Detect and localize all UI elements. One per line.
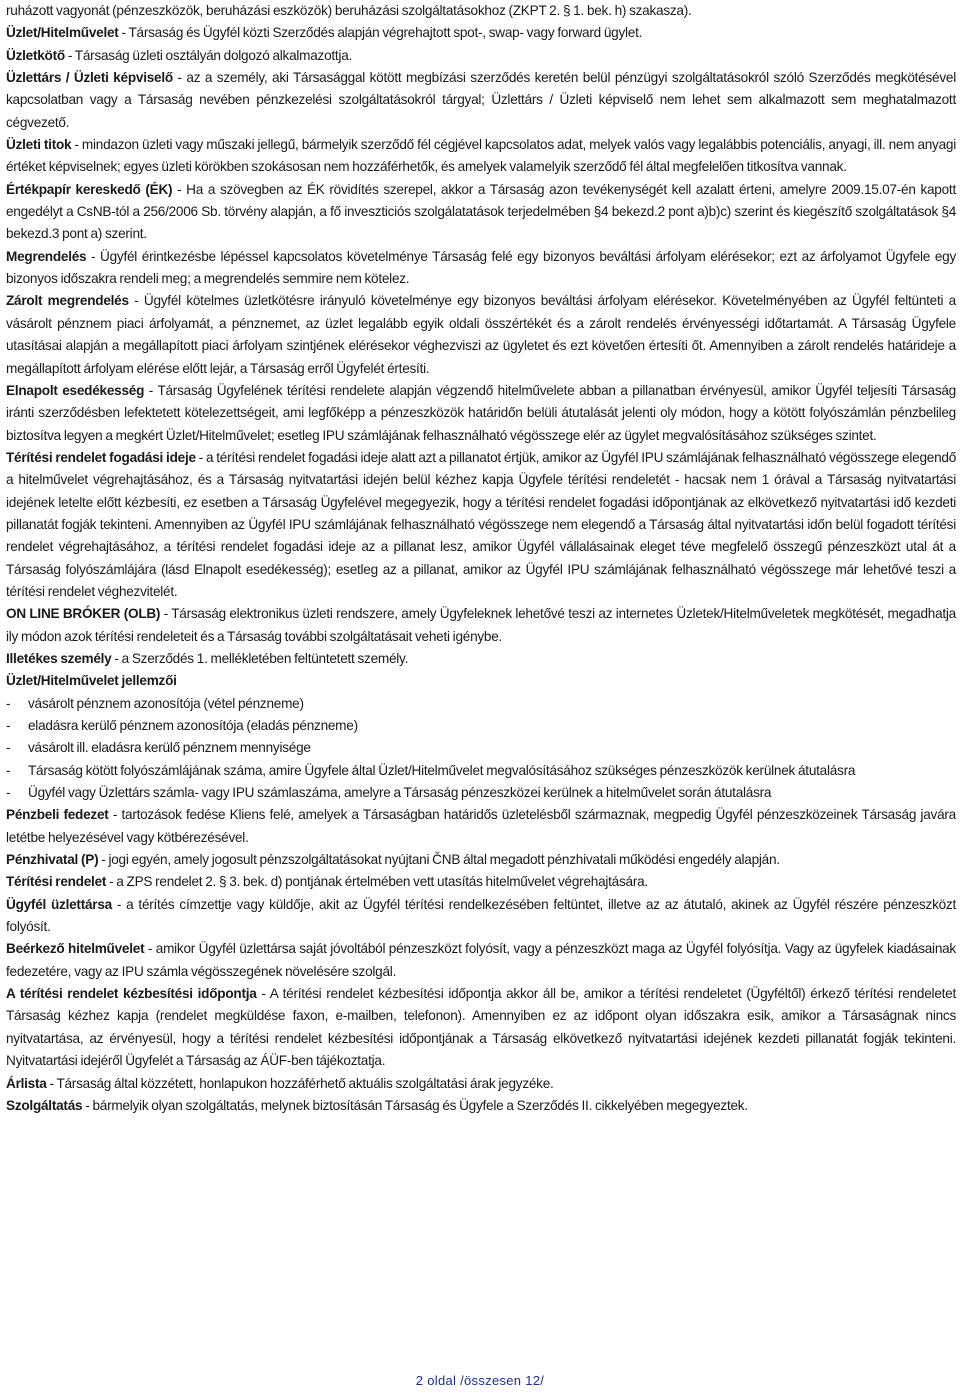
definition-term: Üzleti titok <box>6 137 72 153</box>
list-item-text: vásárolt pénznem azonosítója (vétel pénzneme) <box>28 695 304 711</box>
definition-term: ON LINE BRÓKER (OLB) <box>6 606 161 622</box>
document-body <box>6 0 956 1117</box>
definition-teritesi-rendelet <box>6 871 956 893</box>
definition-uzletkoto <box>6 45 956 67</box>
list-item <box>6 737 956 759</box>
definition-text: - a térítés címzettje vagy küldője, akit az Ügyfél térítési rendelkezésében feltüntet, illetve az az átutaló, akinek az Ügyfél részére pénzeszközt folyósít. <box>6 896 956 935</box>
definition-text: - tartozások fedése Kliens felé, amelyek a Társaságban határidős üzletelésből származnak, megpedig Ügyfél pénzeszközeinek Társaság javára letétbe helyezésével vagy kötbérezésével. <box>6 807 956 845</box>
definition-term: Ügyfél üzlettársa <box>6 896 112 912</box>
section-heading: Üzlet/Hitelművelet jellemzői <box>6 673 177 689</box>
definition-beerkezo-hitelmuvelet <box>6 938 956 983</box>
definition-text: - amikor Ügyfél üzlettársa saját jóvoltából pénzeszközt folyósít, vagy a pénzeszközt maga az Ügyfél folyósítja. Vagy az ügyfelek kiadásainak fedezetére, vagy az IPU számla végösszegének növelésére szolgál. <box>6 941 956 979</box>
definition-szolgaltatas <box>6 1095 956 1117</box>
paragraph-intro <box>6 0 956 22</box>
definition-term: Üzletkötő <box>6 47 65 63</box>
dash-bullet: - <box>6 718 11 733</box>
definition-uzleti-titok <box>6 134 956 179</box>
dash-bullet: - <box>6 762 11 778</box>
definition-uzlet-hitelmuvelet <box>6 22 956 44</box>
definition-penzhivatal <box>6 849 956 871</box>
definition-term: Szolgáltatás <box>6 1097 83 1113</box>
definition-term: Üzlettárs / Üzleti képviselő <box>6 70 173 86</box>
definition-text: - bármelyik olyan szolgáltatás, melynek biztosításán Társaság és Ügyfele a Szerződés II. cikkelyében megegyeztek. <box>82 1097 748 1113</box>
definition-term: A térítési rendelet kézbesítési időpontja <box>6 986 257 1002</box>
definition-text: - Társaság és Ügyfél közti Szerződés alapján végrehajtott spot-, swap- vagy forward ügylet. <box>118 25 643 41</box>
paragraph-text: ruházott vagyonát (pénzeszközök, beruházási eszközök) beruházási szolgáltatásokhoz (ZKPT 2. § 1. bek. h) szakasza). <box>6 3 692 18</box>
definition-megrendeles <box>6 246 956 291</box>
definition-text: - az a személy, aki Társasággal kötött megbízási szerződés keretén belül pénzügyi szolgáltatásokról szóló Szerződés megkötésével kapcsolatban vagy a Társaság nevében pénzkezelési szolgáltatásokról tárgyal; Üzlettárs / Üzleti képviselő nem lehet sem alkalmazott sem meghatalmazott cégvezető. <box>6 70 956 130</box>
definition-zarolt-megrendeles <box>6 290 956 379</box>
list-item-text: Társaság kötött folyószámlájának száma, amire Ügyfele által Üzlet/Hitelművelet megvalósításához szükséges pénzeszközök kerülnek átutalásra <box>28 762 856 778</box>
definition-penzbeli-fedezet <box>6 804 956 849</box>
list-item-text: vásárolt ill. eladásra kerülő pénznem mennyisége <box>28 740 311 756</box>
definition-term: Értékpapír kereskedő (ÉK) <box>6 181 173 197</box>
definition-illetekes-szemely <box>6 648 956 670</box>
list-item-text: eladásra kerülő pénznem azonosítója (eladás pénzneme) <box>28 718 358 733</box>
definition-term: Térítési rendelet fogadási ideje <box>6 449 196 465</box>
definition-term: Térítési rendelet <box>6 874 107 890</box>
definition-uzlettars <box>6 67 956 134</box>
definition-term: Pénzbeli fedezet <box>6 807 109 823</box>
definition-text: - A térítési rendelet kézbesítési időpontja akkor áll be, amikor a térítési rendeletet (Ügyféltől) érkező térítési rendeletet Társaság kézhez kapja (rendelet megküldése faxon, e-mailben, telefonon). Amennyiben ez az időpont olyan időszakra esik, amikor a Társaságnak nincs nyitvatartása, az érvényesül, hogy a térítési rendelet kézbesítési időpontjának a Társaság elkövetkező nyitvatartási idejének kezdeti pillanatát fogják tekinteni. Nyitvatartási idejéről Ügyfelét a Társaság az ÁÜF-ben tájékoztatja. <box>6 986 956 1069</box>
list-item <box>6 715 956 737</box>
definition-term: Zárolt megrendelés <box>6 293 129 309</box>
definition-text: - a Szerződés 1. mellékletében feltüntetett személy. <box>111 650 409 666</box>
list-item <box>6 693 956 715</box>
definition-text: - Társaság elektronikus üzleti rendszere, amely Ügyfeleknek lehetővé teszi az internetes Üzletek/Hitelműveletek megkötését, megadhatja ily módon azok térítési rendeleteit és a Társaság további szolgáltatásait veheti igénybe. <box>6 606 956 644</box>
definition-elnapolt-esedekesseg <box>6 380 956 447</box>
definition-term: Árlista <box>6 1075 47 1091</box>
definition-text: - Társaság üzleti osztályán dolgozó alkalmazottja. <box>64 47 353 63</box>
list-item <box>6 782 956 804</box>
definition-term: Beérkező hitelművelet <box>6 941 145 957</box>
dash-bullet: - <box>6 695 11 711</box>
definition-ertekpapir-kereskedo <box>6 179 956 246</box>
definition-text: - jogi egyén, amely jogosult pénzszolgáltatásokat nyújtani ČNB által megadott pénzhivatali működési engedély alapján. <box>98 852 780 868</box>
definition-text: - a ZPS rendelet 2. § 3. bek. d) pontjának értelmében vett utasítás hitelművelet végrehajtására. <box>106 874 648 890</box>
section-heading-jellemzok <box>6 670 956 692</box>
definition-term: Illetékes személy <box>6 650 112 666</box>
definition-arlista <box>6 1073 956 1095</box>
definition-text: - mindazon üzleti vagy műszaki jellegű, bármelyik szerződő fél cégjével kapcsolatos adat, melyek valós vagy legalábbis potenciális, anyagi, ill. nem anyagi értéket képviselnek; egyes üzleti körökben szokásosan nem hozzáférhetők, és amelyek valamelyik szerződő fél által megfelelően titkosítva vannak. <box>6 137 956 175</box>
dash-bullet: - <box>6 785 11 801</box>
definition-ugyfel-uzlettarsa <box>6 894 956 939</box>
definition-text: - Ügyfél kötelmes üzletkötésre irányuló követelménye egy bizonyos beváltási árfolyam elérésekor. Követelményében az Ügyfél feltünteti a vásárolt pénznem piaci árfolyamát, a pénznemet, az üzlet legalább egyik oldali összértékét és a zárolt rendelés érvényességi időtartamát. A Társaság Ügyfele utasításai alapján a megállapított piaci árfolyam szintjének elérésekor véghezviszi az ügyletet és ezt követően értesíti őt. Amennyiben a zárolt rendelés határideje a megállapított árfolyam elérése előtt lejár, a Társaság erről Ügyfelét értesíti. <box>6 293 956 376</box>
definition-text: - Ha a szövegben az ÉK rövidítés szerepel, akkor a Társaság azon tevékenységét kell azalatt érteni, amelyre 2009.15.07-én kapott engedélyt a CsNB-tól a 256/2006 Sb. törvény alapján, a fő inveszticiós szolgálatatások terjedelmében §4 bekezd.2 pont a)b)c) szerint és kiegészítő szolgáltatások §4 bekezd.3 pont a) szerint. <box>6 181 956 242</box>
definition-text: - Ügyfél érintkezésbe lépéssel kapcsolatos követelménye Társaság felé egy bizonyos beváltási árfolyam elérésekor; ezt az árfolyamot Ügyfele egy bizonyos időszakra rendeli meg; a megrendelés semmire nem kötelez. <box>6 248 956 287</box>
definition-teritesi-rendelet-fogadasi-ideje <box>6 447 956 603</box>
dash-bullet: - <box>6 740 11 756</box>
characteristics-list <box>6 693 956 805</box>
definition-term: Elnapolt esedékesség <box>6 382 145 398</box>
definition-online-broker <box>6 603 956 648</box>
definition-text: - a térítési rendelet fogadási ideje alatt azt a pillanatot értjük, amikor az Ügyfél IPU számlájának felhasználható végösszege elegendő a hitelművelet végrehajtásához, és a Társaság nyitvatartási idején belül kézhez kapja Ügyfele térítési rendeletét - hacsak nem 1 órával a Társaság nyitvatartási idejének letelte előtt kézbesíti, ez esetben a Társaság Ügyfelével megegyezik, hogy a térítési rendelet fogadási időpontjának az elkövetkező nyitvatartási idő kezdeti pillanatát fogják tekinteni. Amennyiben az Ügyfél IPU számlájának felhasználható végösszege nem elegendő a Társaság által nyitvatartási időn belül fogadott térítési rendelet végrehajtásához, a térítési rendelet fogadási ideje az a pillanat lesz, amikor Ügyfél vállalásainak eleget téve megfelelő összegű pénzeszközt utal át a Társaság folyószámlájára (lásd Elnapolt esedékesség); esetleg az a pillanat, amikor az Ügyfél IPU számlájának felhasználható végösszege már lehetővé teszi a térítési rendelet véghezvitelét. <box>6 449 956 599</box>
definition-kezbesitesi-idopont <box>6 983 956 1072</box>
definition-term: Pénzhivatal (P) <box>6 852 99 868</box>
definition-term: Üzlet/Hitelművelet <box>6 25 119 41</box>
list-item <box>6 760 956 782</box>
definition-text: - Társaság Ügyfelének térítési rendelete alapján végzendő hitelművelete abban a pillanatban érvényesül, amikor Ügyfél teljesíti Társaság iránti szerződésben lefektetett kötelezettségeit, ami legfőképp a pénzeszközök határidőn belüli átutalását jelenti oly módon, hogy a kötött folyószámlán pénzbelileg biztosítva legyen a megkért Üzlet/Hitelművelet; esetleg IPU számlájának felhasználható végösszege elér az ügylet megvalósításához szükséges szintet. <box>6 382 956 443</box>
definition-text: - Társaság által közzétett, honlapukon hozzáférhető aktuális szolgáltatási árak jegyzéke. <box>46 1075 554 1091</box>
list-item-text: Ügyfél vagy Üzlettárs számla- vagy IPU számlaszáma, amelyre a Társaság pénzeszközei kerülnek a hitelművelet során átutalásra <box>28 785 772 801</box>
page-number-footer: 2 oldal /összesen 12/ <box>415 1373 545 1388</box>
definition-term: Megrendelés <box>6 248 87 264</box>
